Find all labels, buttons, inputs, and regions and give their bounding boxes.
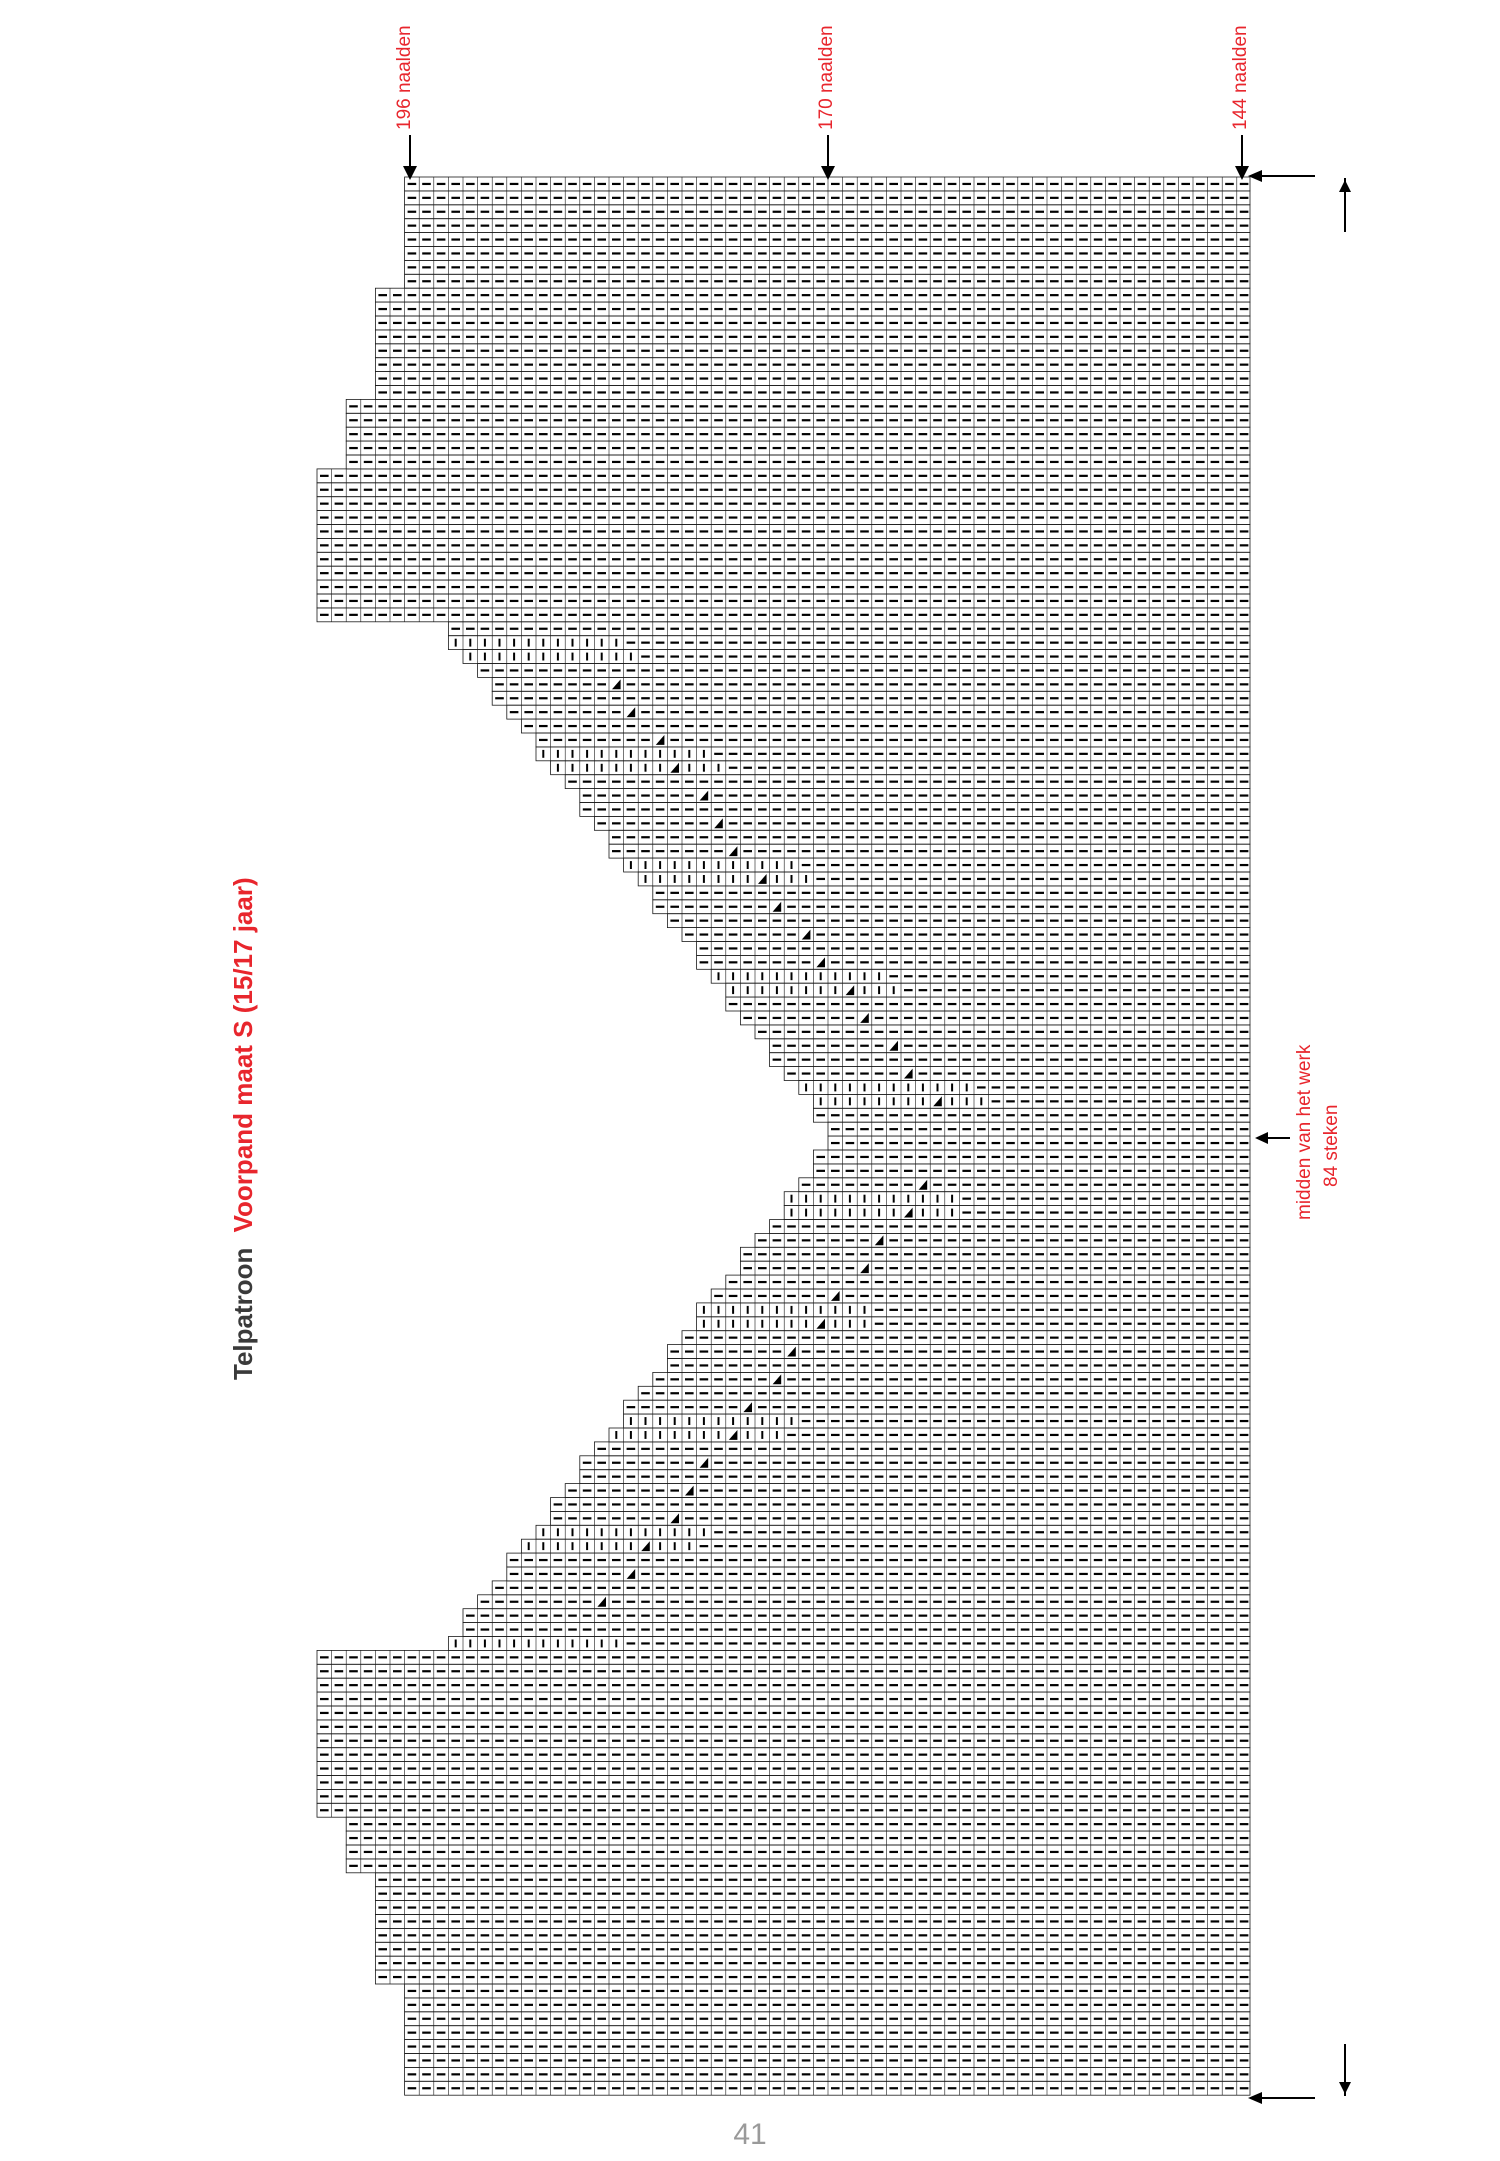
chart-row — [667, 914, 1250, 928]
decrease-symbol — [802, 930, 811, 940]
decrease-symbol — [743, 1402, 752, 1412]
chart-title-prefix: Telpatroon — [228, 1247, 258, 1380]
chart-row — [405, 1984, 1250, 1998]
chart-row — [536, 1525, 1250, 1539]
chart-row — [317, 552, 1250, 566]
chart-row — [492, 1581, 1250, 1595]
chart-row — [653, 900, 1250, 914]
chart-row — [507, 1553, 1250, 1567]
chart-row — [346, 427, 1250, 441]
chart-row — [667, 1345, 1250, 1359]
chart-row — [375, 288, 1250, 302]
chart-row — [405, 2040, 1250, 2054]
chart-title-main: Voorpand maat S (15/17 jaar) — [228, 877, 258, 1233]
decrease-symbol — [627, 1569, 636, 1579]
chart-row — [448, 622, 1250, 636]
decrease-symbol — [612, 679, 621, 689]
chart-row — [478, 1595, 1250, 1609]
chart-row — [375, 1887, 1250, 1901]
chart-row — [375, 1942, 1250, 1956]
chart-row — [317, 469, 1250, 483]
chart-row — [346, 1845, 1250, 1859]
chart-row — [375, 316, 1250, 330]
chart-row — [711, 1289, 1250, 1303]
chart-row — [609, 844, 1250, 858]
chart-row — [317, 1789, 1250, 1803]
decrease-symbol — [729, 846, 738, 856]
center-label-line1: midden van het werk — [1294, 1044, 1315, 1220]
decrease-symbol — [889, 1041, 898, 1051]
chart-row — [770, 1039, 1250, 1053]
chart-row — [317, 594, 1250, 608]
chart-row — [448, 1637, 1250, 1651]
chart-row — [405, 177, 1250, 191]
decrease-symbol — [700, 791, 709, 801]
chart-grid — [317, 177, 1250, 2095]
chart-row — [770, 1220, 1250, 1234]
chart-row — [697, 942, 1250, 956]
chart-row — [375, 344, 1250, 358]
chart-row — [346, 455, 1250, 469]
chart-row — [317, 525, 1250, 539]
chart-row — [317, 1706, 1250, 1720]
chart-row — [521, 719, 1250, 733]
chart-row — [638, 872, 1250, 886]
decrease-symbol — [714, 818, 723, 828]
decrease-symbol — [875, 1235, 884, 1245]
chart-row — [375, 1970, 1250, 1984]
chart-row — [551, 1511, 1250, 1525]
width-arrow-top — [1248, 170, 1351, 232]
chart-row — [521, 1539, 1250, 1553]
center-label-line2: 84 steken — [1321, 1104, 1342, 1187]
chart-row — [492, 691, 1250, 705]
chart-row — [594, 1442, 1250, 1456]
decrease-symbol — [787, 1347, 796, 1357]
chart-row — [580, 789, 1250, 803]
page-number: 41 — [733, 2118, 767, 2151]
chart-row — [813, 1150, 1250, 1164]
chart-row — [375, 330, 1250, 344]
chart-row — [405, 233, 1250, 247]
chart-row — [317, 1720, 1250, 1734]
chart-row — [551, 761, 1250, 775]
chart-row — [375, 386, 1250, 400]
chart-row — [346, 1831, 1250, 1845]
decrease-symbol — [773, 902, 782, 912]
chart-row — [536, 733, 1250, 747]
chart-row — [405, 2081, 1250, 2095]
chart-row — [580, 803, 1250, 817]
chart-row — [536, 747, 1250, 761]
chart-row — [375, 1928, 1250, 1942]
width-arrow-bottom — [1248, 2044, 1351, 2104]
decrease-symbol — [670, 1513, 679, 1523]
chart-row — [799, 1178, 1250, 1192]
chart-row — [317, 497, 1250, 511]
decrease-symbol — [758, 874, 767, 884]
chart-row — [784, 1067, 1250, 1081]
chart-row — [317, 1734, 1250, 1748]
chart-row — [740, 1261, 1250, 1275]
chart-row — [770, 1053, 1250, 1067]
chart-row — [624, 1414, 1250, 1428]
chart-row — [551, 1498, 1250, 1512]
decrease-symbol — [831, 1291, 840, 1301]
decrease-symbol — [860, 1013, 869, 1023]
decrease-symbol — [627, 707, 636, 717]
chart-row — [492, 677, 1250, 691]
chart-row — [726, 997, 1250, 1011]
chart-row — [507, 1567, 1250, 1581]
chart-row — [740, 1011, 1250, 1025]
chart-row — [478, 664, 1250, 678]
chart-row — [405, 247, 1250, 261]
chart-row — [317, 1650, 1250, 1664]
chart-row — [375, 302, 1250, 316]
chart-row — [463, 1623, 1250, 1637]
chart-row — [405, 2026, 1250, 2040]
chart-row — [405, 2067, 1250, 2081]
decrease-symbol — [816, 957, 825, 967]
chart-row — [375, 1873, 1250, 1887]
chart-row — [346, 413, 1250, 427]
row-arrow-144 — [1235, 135, 1249, 180]
chart-row — [784, 1206, 1250, 1220]
chart-row — [565, 1484, 1250, 1498]
chart-row — [813, 1108, 1250, 1122]
chart-row — [697, 1317, 1250, 1331]
chart-row — [667, 1359, 1250, 1373]
decrease-symbol — [656, 735, 665, 745]
chart-row — [317, 538, 1250, 552]
row-label-170: 170 naalden — [816, 25, 837, 130]
chart-row — [405, 274, 1250, 288]
chart-row — [405, 205, 1250, 219]
chart-row — [740, 1247, 1250, 1261]
chart-row — [828, 1122, 1250, 1136]
chart-row — [317, 608, 1250, 622]
decrease-symbol — [904, 1208, 913, 1218]
chart-row — [609, 1428, 1250, 1442]
chart-row — [375, 1956, 1250, 1970]
decrease-symbol — [933, 1096, 942, 1106]
decrease-symbol — [685, 1486, 694, 1496]
chart-row — [594, 816, 1250, 830]
chart-row — [317, 566, 1250, 580]
chart-row — [317, 580, 1250, 594]
chart-row — [448, 636, 1250, 650]
decrease-symbol — [904, 1069, 913, 1079]
chart-row — [317, 1678, 1250, 1692]
chart-row — [726, 983, 1250, 997]
chart-row — [697, 1303, 1250, 1317]
chart-row — [405, 2054, 1250, 2068]
center-arrow — [1255, 1132, 1290, 1144]
chart-row — [405, 2012, 1250, 2026]
decrease-symbol — [729, 1430, 738, 1440]
chart-row — [813, 1164, 1250, 1178]
decrease-symbol — [597, 1597, 606, 1607]
chart-row — [375, 1915, 1250, 1929]
chart-row — [828, 1136, 1250, 1150]
chart-row — [317, 1803, 1250, 1817]
chart-row — [565, 775, 1250, 789]
chart-row — [624, 858, 1250, 872]
decrease-symbol — [773, 1374, 782, 1384]
chart-row — [682, 1331, 1250, 1345]
chart-row — [375, 372, 1250, 386]
chart-row — [507, 705, 1250, 719]
chart-row — [638, 1386, 1250, 1400]
chart-row — [405, 260, 1250, 274]
chart-row — [375, 1901, 1250, 1915]
chart-row — [682, 928, 1250, 942]
chart-row — [317, 1664, 1250, 1678]
chart-row — [317, 1762, 1250, 1776]
chart-row — [755, 1233, 1250, 1247]
chart-row — [317, 511, 1250, 525]
decrease-symbol — [641, 1541, 650, 1551]
chart-row — [624, 1400, 1250, 1414]
chart-row — [405, 1998, 1250, 2012]
chart-row — [711, 969, 1250, 983]
chart-row — [375, 358, 1250, 372]
chart-row — [580, 1456, 1250, 1470]
chart-title — [228, 877, 258, 1380]
chart-row — [346, 399, 1250, 413]
chart-row — [317, 1776, 1250, 1790]
decrease-symbol — [816, 1319, 825, 1329]
chart-row — [653, 1372, 1250, 1386]
row-label-144: 144 naalden — [1230, 25, 1251, 130]
chart-row — [653, 886, 1250, 900]
chart-row — [317, 1748, 1250, 1762]
chart-row — [405, 219, 1250, 233]
row-arrow-170 — [821, 135, 835, 180]
chart-row — [346, 1859, 1250, 1873]
chart-row — [697, 955, 1250, 969]
chart-row — [346, 441, 1250, 455]
chart-row — [405, 191, 1250, 205]
chart-row — [609, 830, 1250, 844]
row-arrow-196 — [403, 135, 417, 180]
decrease-symbol — [670, 763, 679, 773]
decrease-symbol — [860, 1263, 869, 1273]
chart-row — [346, 1817, 1250, 1831]
chart-row — [799, 1081, 1250, 1095]
chart-row — [317, 1692, 1250, 1706]
chart-row — [317, 483, 1250, 497]
decrease-symbol — [700, 1458, 709, 1468]
chart-row — [726, 1275, 1250, 1289]
row-label-196: 196 naalden — [394, 25, 415, 130]
decrease-symbol — [846, 985, 855, 995]
chart-row — [813, 1094, 1250, 1108]
decrease-symbol — [919, 1180, 928, 1190]
chart-row — [580, 1470, 1250, 1484]
chart-row — [463, 650, 1250, 664]
chart-row — [755, 1025, 1250, 1039]
chart-row — [784, 1192, 1250, 1206]
chart-row — [463, 1609, 1250, 1623]
